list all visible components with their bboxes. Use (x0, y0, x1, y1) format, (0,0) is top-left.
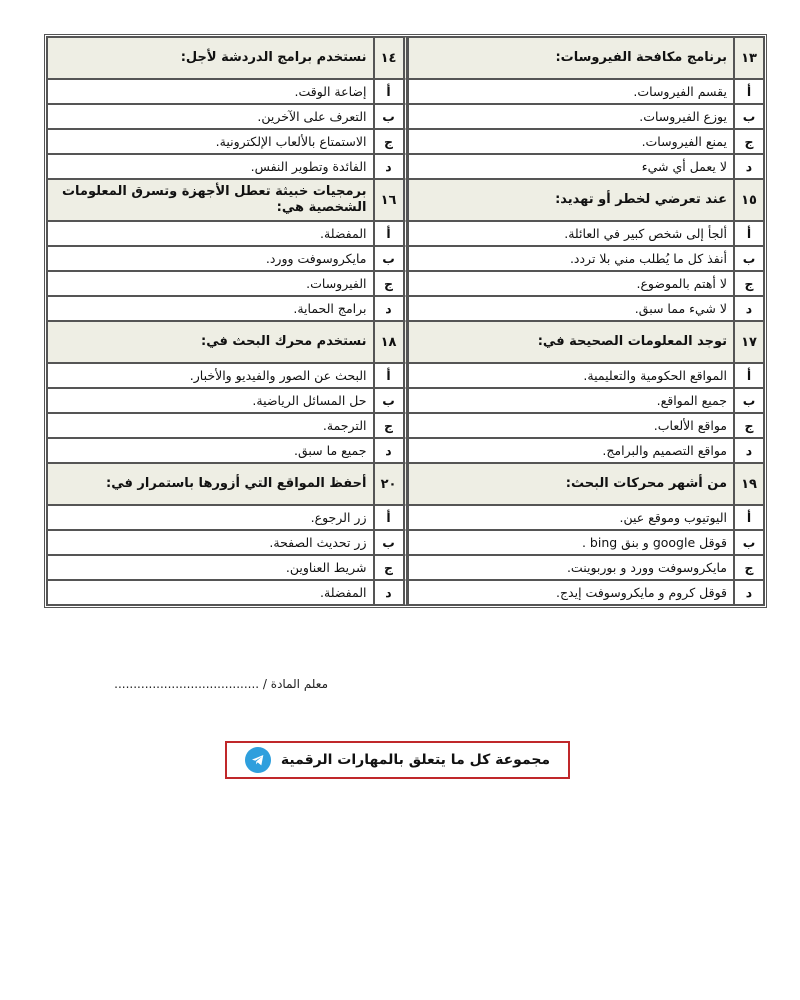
option-letter: ب (374, 388, 404, 413)
option-row (47, 413, 764, 438)
option-row (47, 555, 764, 580)
option-text: مواقع التصميم والبرامج. (408, 438, 735, 463)
quiz-table (44, 34, 767, 608)
option-letter: د (734, 580, 764, 605)
question-number: ١٧ (734, 321, 764, 363)
option-letter: ب (734, 246, 764, 271)
column-divider (404, 363, 408, 388)
option-letter: د (374, 154, 404, 179)
question-text: برنامج مكافحة الفيروسات: (408, 37, 735, 79)
option-text: قوقل google و بنق bing . (408, 530, 735, 555)
question-number: ١٦ (374, 179, 404, 221)
option-text: ألجأ إلى شخص كبير في العائلة. (408, 221, 735, 246)
option-letter: ج (734, 555, 764, 580)
question-text: نستخدم محرك البحث في: (47, 321, 374, 363)
telegram-icon (245, 747, 271, 773)
option-letter: أ (734, 221, 764, 246)
column-divider (404, 37, 408, 79)
option-letter: ج (374, 271, 404, 296)
column-divider (404, 104, 408, 129)
option-text: أنفذ كل ما يُطلب مني بلا تردد. (408, 246, 735, 271)
question-text: نستخدم برامج الدردشة لأجل: (47, 37, 374, 79)
option-text: التعرف على الآخرين. (47, 104, 374, 129)
option-letter: أ (374, 505, 404, 530)
question-number: ١٥ (734, 179, 764, 221)
option-letter: ج (374, 555, 404, 580)
option-text: قوقل كروم و مايكروسوفت إيدج. (408, 580, 735, 605)
option-row (47, 129, 764, 154)
option-letter: أ (374, 79, 404, 104)
option-text: يقسم الفيروسات. (408, 79, 735, 104)
option-text: الفائدة وتطوير النفس. (47, 154, 374, 179)
column-divider (404, 505, 408, 530)
column-divider (404, 79, 408, 104)
option-text: مايكروسوفت وورد و بوربوينت. (408, 555, 735, 580)
option-letter: ب (374, 530, 404, 555)
column-divider (404, 296, 408, 321)
option-letter: ج (734, 413, 764, 438)
question-text: من أشهر محركات البحث: (408, 463, 735, 505)
option-row (47, 505, 764, 530)
question-row (47, 321, 764, 363)
column-divider (404, 530, 408, 555)
option-letter: ب (734, 388, 764, 413)
column-divider (404, 438, 408, 463)
option-letter: أ (734, 363, 764, 388)
option-letter: ب (734, 530, 764, 555)
option-text: لا يعمل أي شيء (408, 154, 735, 179)
column-divider (404, 413, 408, 438)
option-letter: د (374, 438, 404, 463)
question-number: ١٨ (374, 321, 404, 363)
option-row (47, 154, 764, 179)
question-number: ١٤ (374, 37, 404, 79)
question-text: أحفظ المواقع التي أزورها باستمرار في: (47, 463, 374, 505)
option-text: إضاعة الوقت. (47, 79, 374, 104)
option-text: زر تحديث الصفحة. (47, 530, 374, 555)
question-row (47, 463, 764, 505)
column-divider (404, 154, 408, 179)
question-row (47, 179, 764, 221)
option-text: المواقع الحكومية والتعليمية. (408, 363, 735, 388)
telegram-channel-banner[interactable] (225, 741, 570, 779)
column-divider (404, 221, 408, 246)
column-divider (404, 179, 408, 221)
column-divider (404, 388, 408, 413)
question-row (47, 37, 764, 79)
question-text: توجد المعلومات الصحيحة في: (408, 321, 735, 363)
question-text: برمجيات خبيثة تعطل الأجهزة وتسرق المعلومات الشخصية هي: (47, 179, 374, 221)
option-row (47, 388, 764, 413)
column-divider (404, 580, 408, 605)
option-letter: د (734, 438, 764, 463)
option-letter: ب (374, 246, 404, 271)
option-text: المفضلة. (47, 221, 374, 246)
option-text: المفضلة. (47, 580, 374, 605)
question-text: عند تعرضي لخطر أو تهديد: (408, 179, 735, 221)
column-divider (404, 463, 408, 505)
option-text: جميع المواقع. (408, 388, 735, 413)
option-letter: ج (374, 413, 404, 438)
option-row (47, 438, 764, 463)
option-text: اليوتيوب وموقع عين. (408, 505, 735, 530)
option-letter: أ (734, 505, 764, 530)
option-row (47, 580, 764, 605)
option-text: مواقع الألعاب. (408, 413, 735, 438)
option-letter: ج (734, 129, 764, 154)
option-letter: ج (374, 129, 404, 154)
option-letter: ب (374, 104, 404, 129)
banner-text: مجموعة كل ما يتعلق بالمهارات الرقمية (280, 752, 551, 768)
option-row (47, 363, 764, 388)
question-number: ١٩ (734, 463, 764, 505)
option-text: الترجمة. (47, 413, 374, 438)
teacher-signature-line: معلم المادة / ...................................... (114, 677, 328, 691)
option-text: يوزع الفيروسات. (408, 104, 735, 129)
option-letter: د (734, 296, 764, 321)
option-letter: أ (374, 221, 404, 246)
option-row (47, 104, 764, 129)
option-letter: ج (734, 271, 764, 296)
option-row (47, 79, 764, 104)
option-text: الفيروسات. (47, 271, 374, 296)
option-text: يمنع الفيروسات. (408, 129, 735, 154)
column-divider (404, 246, 408, 271)
option-row (47, 246, 764, 271)
option-text: برامج الحماية. (47, 296, 374, 321)
option-text: البحث عن الصور والفيديو والأخبار. (47, 363, 374, 388)
question-number: ١٣ (734, 37, 764, 79)
option-letter: أ (734, 79, 764, 104)
option-letter: د (374, 580, 404, 605)
option-letter: ب (734, 104, 764, 129)
option-letter: د (374, 296, 404, 321)
option-row (47, 296, 764, 321)
column-divider (404, 321, 408, 363)
option-text: لا شيء مما سبق. (408, 296, 735, 321)
option-text: زر الرجوع. (47, 505, 374, 530)
column-divider (404, 271, 408, 296)
option-text: الاستمتاع بالألعاب الإلكترونية. (47, 129, 374, 154)
option-text: شريط العناوين. (47, 555, 374, 580)
option-row (47, 271, 764, 296)
column-divider (404, 129, 408, 154)
option-row (47, 530, 764, 555)
option-text: حل المسائل الرياضية. (47, 388, 374, 413)
option-letter: د (734, 154, 764, 179)
option-text: مايكروسوفت وورد. (47, 246, 374, 271)
column-divider (404, 555, 408, 580)
option-letter: أ (374, 363, 404, 388)
option-text: لا أهتم بالموضوع. (408, 271, 735, 296)
question-number: ٢٠ (374, 463, 404, 505)
option-text: جميع ما سبق. (47, 438, 374, 463)
option-row (47, 221, 764, 246)
